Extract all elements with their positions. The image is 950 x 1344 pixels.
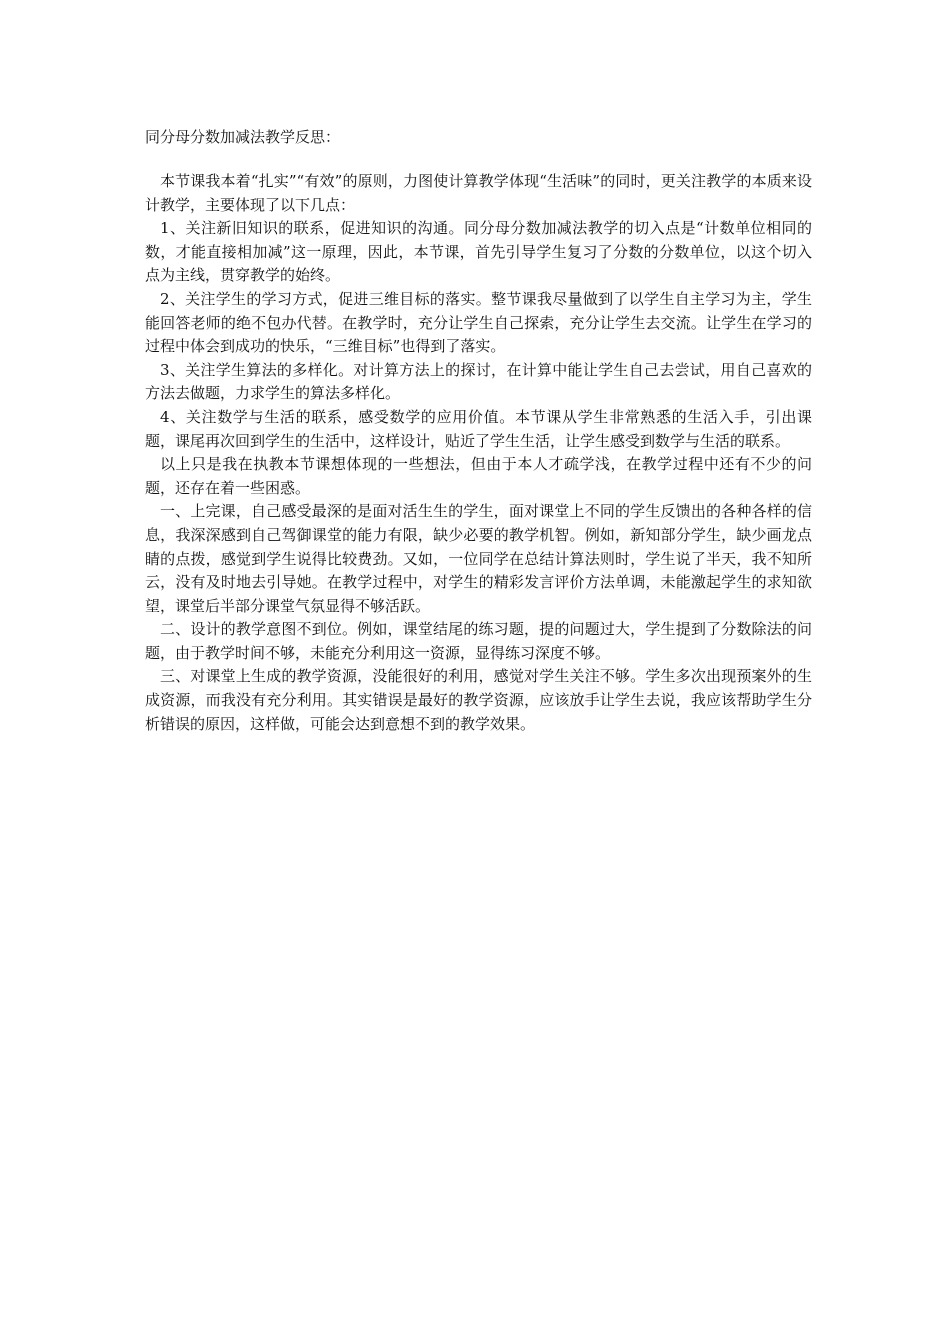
paragraph-issue-1: 一、上完课，自己感受最深的是面对活生生的学生，面对课堂上不同的学生反馈出的各种各样的信息，我深深感到自己驾御课堂的能力有限，缺少必要的教学机智。例如，新知部分学生，缺少画龙点睛的点拨，感觉到学生说得比较费劲。又如，一位同学在总结计算法则时，学生说了半天，我不知所云，没有及时地去引导她。在教学过程中，对学生的精彩发言评价方法单调，未能激起学生的求知欲望，课堂后半部分课堂气氛显得不够活跃。 bbox=[145, 502, 812, 615]
paragraph-intro: 本节课我本着“扎实”“有效”的原则，力图使计算教学体现“生活味”的同时，更关注教学的本质来设计教学，主要体现了以下几点： bbox=[145, 172, 812, 214]
paragraph-point-2: 2、关注学生的学习方式，促进三维目标的落实。整节课我尽量做到了以学生自主学习为主，学生能回答老师的绝不包办代替。在教学时，充分让学生自己探索，充分让学生去交流。让学生在学习的过程中体会到成功的快乐，“三维目标”也得到了落实。 bbox=[145, 289, 812, 356]
paragraph-transition: 以上只是我在执教本节课想体现的一些想法，但由于本人才疏学浅，在教学过程中还有不少的问题，还存在着一些困惑。 bbox=[145, 455, 812, 497]
paragraph-point-4: 4、关注数学与生活的联系，感受数学的应用价值。本节课从学生非常熟悉的生活入手，引出课题，课尾再次回到学生的生活中，这样设计，贴近了学生生活，让学生感受到数学与生活的联系。 bbox=[145, 407, 812, 450]
paragraph-issue-2: 二、设计的教学意图不到位。例如，课堂结尾的练习题，提的问题过大，学生提到了分数除法的问题，由于教学时间不够，未能充分利用这一资源，显得练习深度不够。 bbox=[145, 620, 812, 662]
document-title: 同分母分数加减法教学反思： bbox=[145, 128, 341, 146]
paragraph-issue-3: 三、对课堂上生成的教学资源，没能很好的利用，感觉对学生关注不够。学生多次出现预案外的生成资源，而我没有充分利用。其实错误是最好的教学资源，应该放手让学生去说，我应该帮助学生分析错误的原因，这样做，可能会达到意想不到的教学效果。 bbox=[145, 667, 812, 733]
paragraph-point-3: 3、关注学生算法的多样化。对计算方法上的探讨，在计算中能让学生自己去尝试，用自己喜欢的方法去做题，力求学生的算法多样化。 bbox=[145, 360, 812, 403]
paragraph-point-1: 1、关注新旧知识的联系，促进知识的沟通。同分母分数加减法教学的切入点是“计数单位相同的数，才能直接相加减”这一原理，因此，本节课，首先引导学生复习了分数的分数单位，以这个切入点为主线，贯穿教学的始终。 bbox=[145, 219, 812, 285]
document-body bbox=[145, 170, 812, 736]
